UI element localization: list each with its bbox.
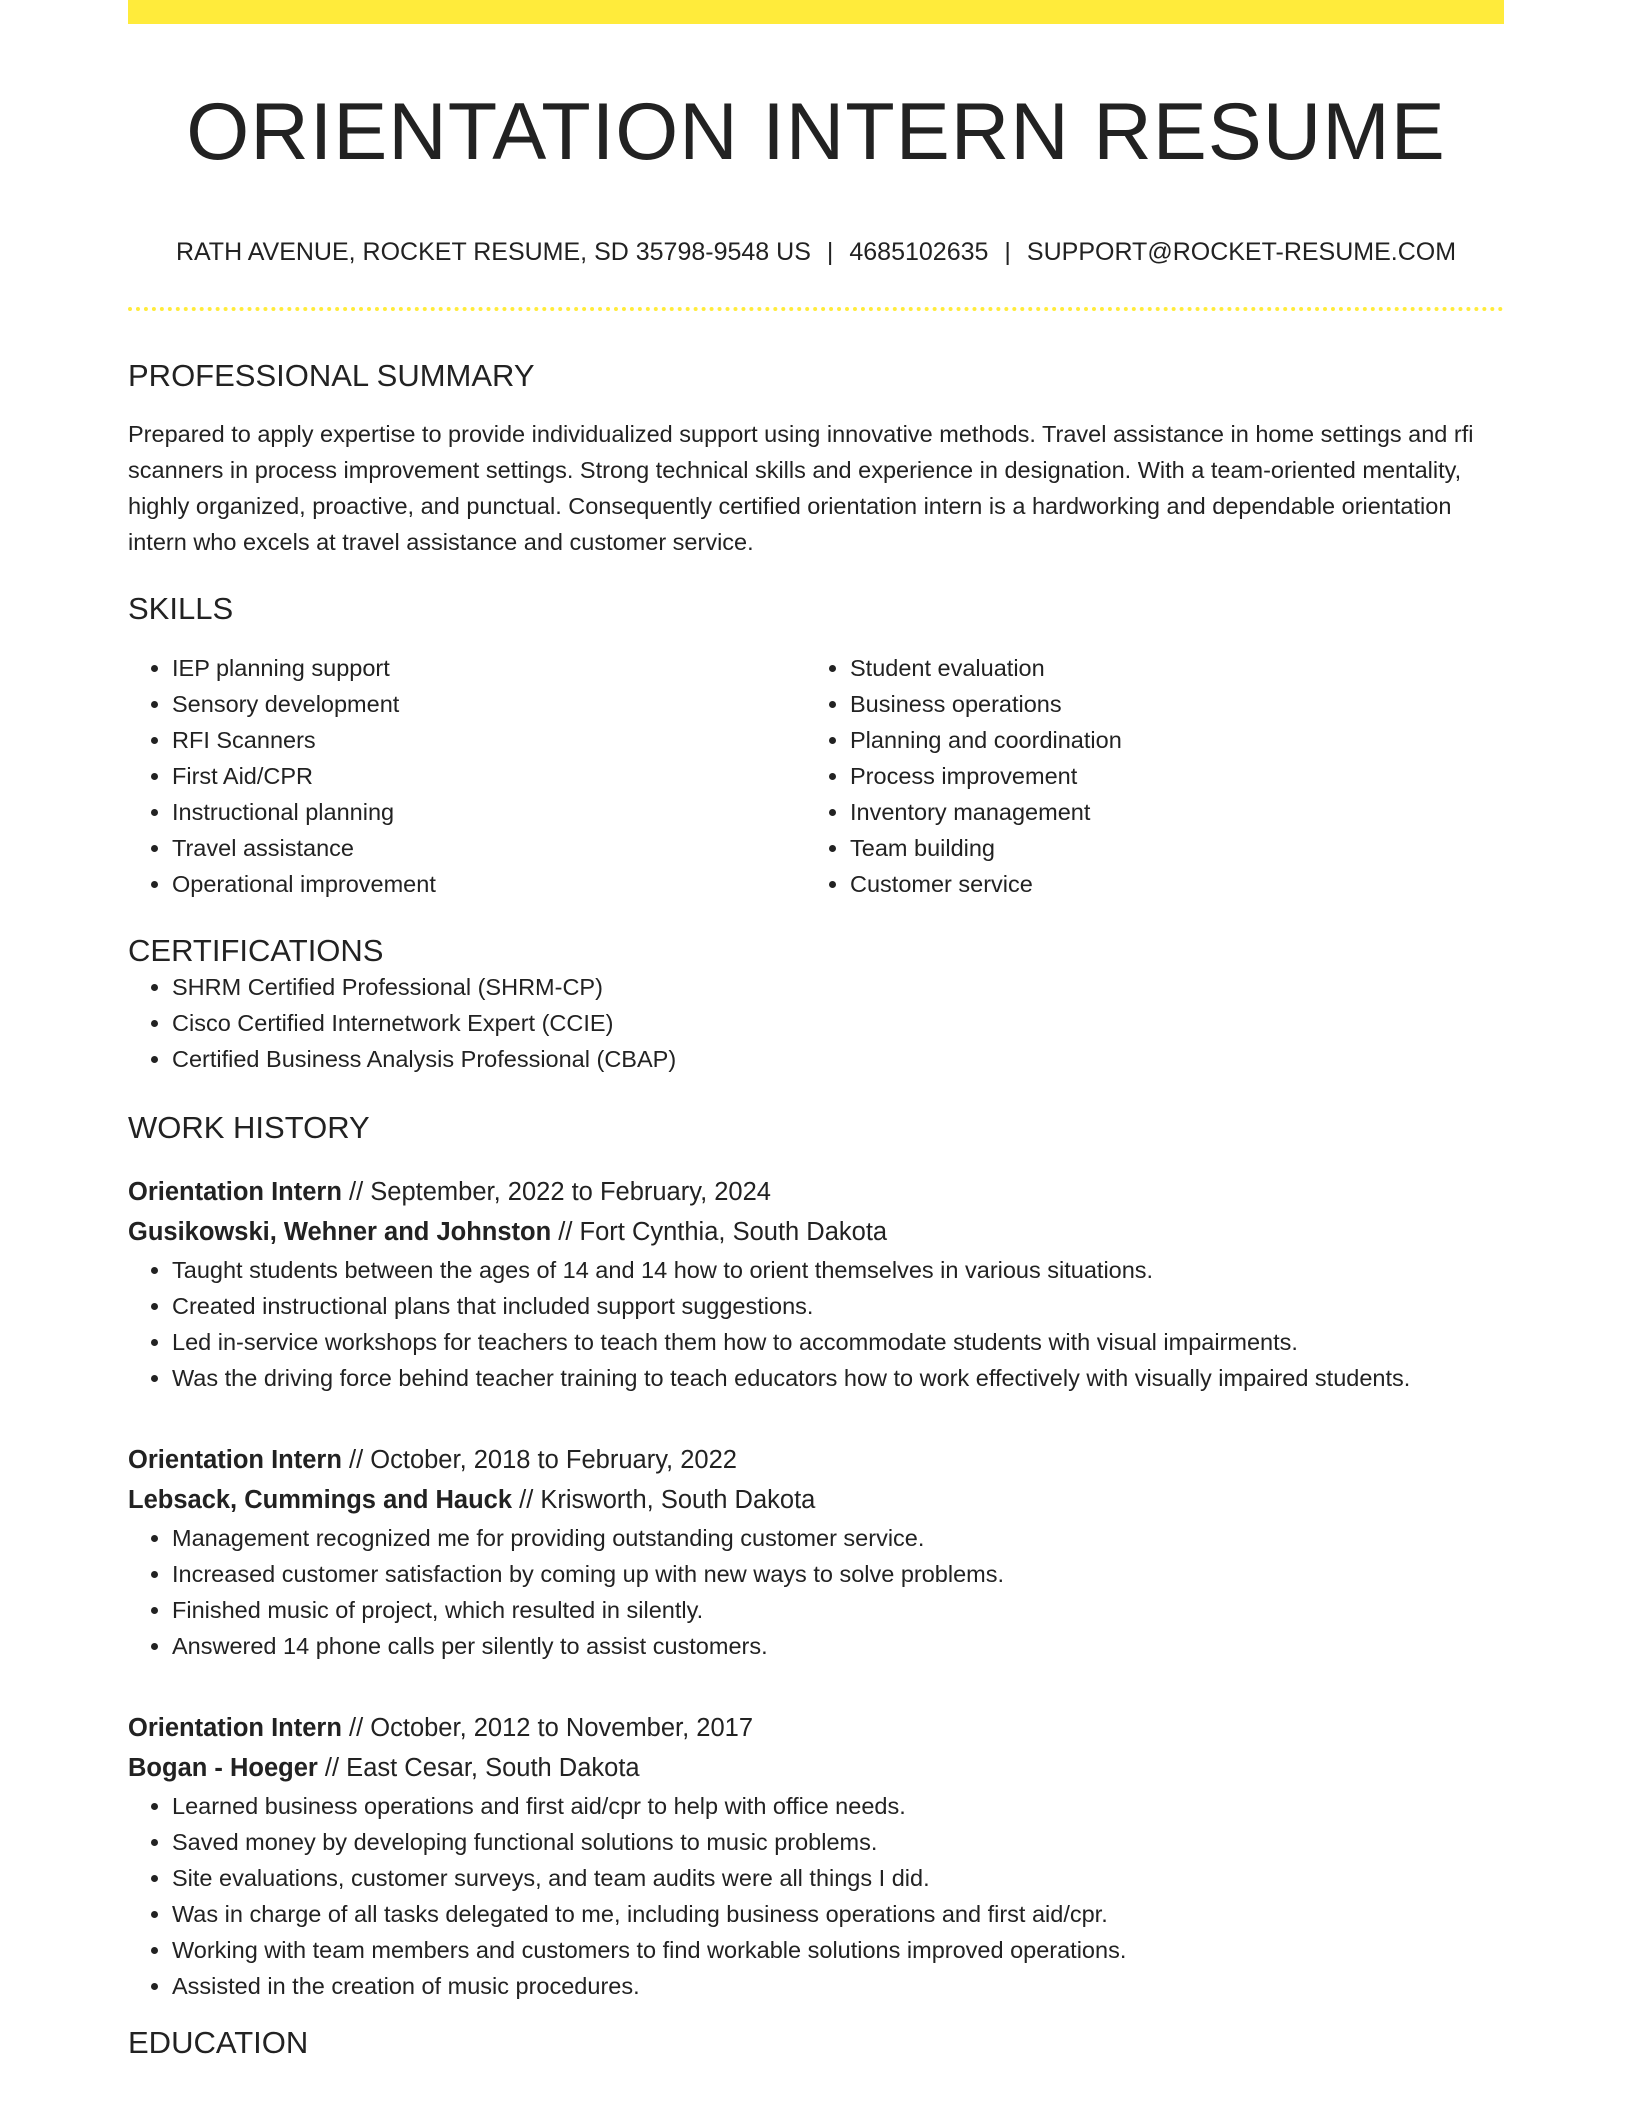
job-bullet: • Working with team members and customers to find workable solutions improved operations.: [172, 1932, 1504, 1968]
summary-text: Prepared to apply expertise to provide individualized support using innovative methods. Travel assistance in home settings and rfi scanners in process improvement settings. Strong technical skills and experience in designation. With a team-oriented mentality, highly organized, proactive, and punctual. Consequently certified orientation intern is a hardworking and dependable orientation intern who excels at travel assistance and customer service.: [128, 421, 1474, 556]
job-title-line: [128, 1708, 1504, 1748]
contact-line: [128, 237, 1504, 267]
job-bullets: [128, 1520, 1504, 1664]
skill-item: • Process improvement: [850, 758, 1484, 794]
skills-list-left: [128, 650, 806, 902]
certification-item: • SHRM Certified Professional (SHRM-CP): [172, 969, 1504, 1005]
job-bullet: • Was the driving force behind teacher training to teach educators how to work effectively with visually impaired students.: [172, 1360, 1504, 1396]
job-dates: // October, 2018 to February, 2022: [341, 1445, 737, 1474]
job-bullet: • Increased customer satisfaction by coming up with new ways to solve problems.: [172, 1556, 1504, 1592]
job-bullet: • Assisted in the creation of music procedures.: [172, 1968, 1504, 2004]
skill-item: • Business operations: [850, 686, 1484, 722]
job-title-line: [128, 1440, 1504, 1480]
job-dates: // September, 2022 to February, 2024: [341, 1177, 771, 1206]
skill-item: • Operational improvement: [172, 866, 806, 902]
job-bullet: • Was in charge of all tasks delegated to me, including business operations and first aid/cpr.: [172, 1896, 1504, 1932]
job-location: // East Cesar, South Dakota: [317, 1753, 640, 1782]
certifications-heading: CERTIFICATIONS: [128, 932, 384, 968]
skills-list-right: [806, 650, 1484, 902]
job-title: Orientation Intern: [128, 1177, 342, 1206]
job-bullet: • Management recognized me for providing outstanding customer service.: [172, 1520, 1504, 1556]
skill-item: • Customer service: [850, 866, 1484, 902]
contact-phone: 4685102635: [849, 238, 989, 267]
job-bullet: • Created instructional plans that included support suggestions.: [172, 1288, 1504, 1324]
job-bullet: • Finished music of project, which resulted in silently.: [172, 1592, 1504, 1628]
job-dates: // October, 2012 to November, 2017: [341, 1713, 754, 1742]
job-company-line: [128, 1480, 1504, 1520]
certification-item: • Cisco Certified Internetwork Expert (CCIE): [172, 1005, 1504, 1041]
job-title: Orientation Intern: [128, 1445, 342, 1474]
job-company-line: [128, 1748, 1504, 1788]
job-bullet: • Taught students between the ages of 14 and 14 how to orient themselves in various situations.: [172, 1252, 1504, 1288]
contact-address: RATH AVENUE, ROCKET RESUME, SD 35798-9548 US: [175, 238, 811, 267]
job-bullet: • Saved money by developing functional solutions to music problems.: [172, 1824, 1504, 1860]
contact-separator: |: [826, 238, 834, 267]
job-bullet: • Site evaluations, customer surveys, and team audits were all things I did.: [172, 1860, 1504, 1896]
skill-item: • Inventory management: [850, 794, 1484, 830]
job-bullet: • Led in-service workshops for teachers to teach them how to accommodate students with visual impairments.: [172, 1324, 1504, 1360]
job-company-line: [128, 1212, 1504, 1252]
contact-email: SUPPORT@ROCKET-RESUME.COM: [1026, 238, 1457, 267]
job-bullets: [128, 1252, 1504, 1396]
skills-column-right: [806, 650, 1484, 902]
job-company: Gusikowski, Wehner and Johnston: [128, 1217, 552, 1246]
certification-item: • Certified Business Analysis Professional (CBAP): [172, 1041, 1504, 1077]
skills-grid: [128, 650, 1504, 902]
education-heading: EDUCATION: [128, 2024, 309, 2060]
work-history-heading: WORK HISTORY: [128, 1109, 370, 1145]
top-accent-bar: [128, 0, 1504, 24]
job-bullet: • Answered 14 phone calls per silently to assist customers.: [172, 1628, 1504, 1664]
summary-heading: PROFESSIONAL SUMMARY: [128, 358, 535, 394]
job-entry: [128, 1708, 1504, 2004]
resume-title: ORIENTATION INTERN RESUME: [186, 87, 1446, 177]
job-location: // Fort Cynthia, South Dakota: [551, 1217, 888, 1246]
skill-item: • Planning and coordination: [850, 722, 1484, 758]
skill-item: • Sensory development: [172, 686, 806, 722]
job-title-line: [128, 1172, 1504, 1212]
job-entry: [128, 1440, 1504, 1664]
skill-item: • RFI Scanners: [172, 722, 806, 758]
contact-separator: |: [1004, 238, 1011, 267]
job-location: // Krisworth, South Dakota: [512, 1485, 816, 1514]
skill-item: • Instructional planning: [172, 794, 806, 830]
skill-item: • First Aid/CPR: [172, 758, 806, 794]
dotted-divider: [128, 307, 1504, 311]
certifications-list: [128, 969, 1504, 1077]
skill-item: • IEP planning support: [172, 650, 806, 686]
job-title: Orientation Intern: [128, 1713, 342, 1742]
skill-item: • Student evaluation: [850, 650, 1484, 686]
job-bullets: [128, 1788, 1504, 2004]
skills-column-left: [128, 650, 806, 902]
skill-item: • Team building: [850, 830, 1484, 866]
skills-heading: SKILLS: [128, 591, 234, 627]
job-company: Bogan - Hoeger: [128, 1753, 318, 1782]
job-company: Lebsack, Cummings and Hauck: [128, 1485, 513, 1514]
job-entry: [128, 1172, 1504, 1396]
resume-page: [128, 0, 1504, 2061]
skill-item: • Travel assistance: [172, 830, 806, 866]
job-bullet: • Learned business operations and first aid/cpr to help with office needs.: [172, 1788, 1504, 1824]
